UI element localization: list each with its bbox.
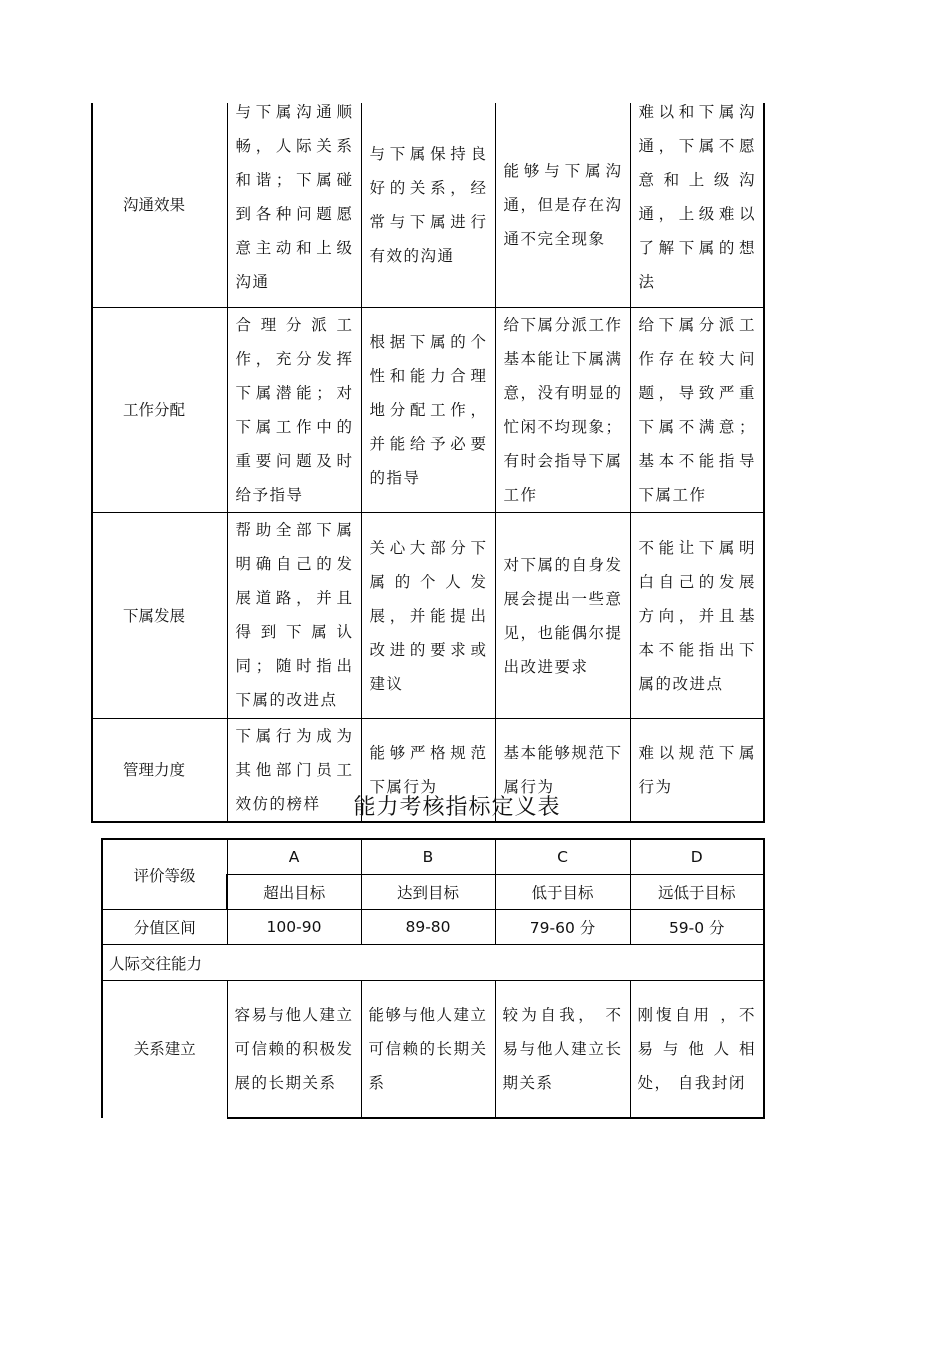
grade-c-cell: 给下属分派工作基本能让下属满意，没有明显的忙闲不均现象；有时会指导下属工作 <box>495 308 630 513</box>
ability-definition-table-continued <box>91 103 765 823</box>
grade-c-cell: 对下属的自身发展会提出一些意见，也能偶尔提出改进要求 <box>495 513 630 719</box>
row-label: 工作分配 <box>92 308 227 513</box>
grade-d-cell: 难以规范下属行为 <box>630 719 764 823</box>
target-d: 远低于目标 <box>630 875 764 910</box>
section-row <box>102 945 764 981</box>
score-c: 79-60 分 <box>495 910 630 945</box>
row-label: 下属发展 <box>92 513 227 719</box>
section-heading: 人际交往能力 <box>102 945 764 981</box>
grade-b-header: B <box>361 839 495 875</box>
row-label: 关系建立 <box>102 981 227 1118</box>
score-d: 59-0 分 <box>630 910 764 945</box>
score-b: 89-80 <box>361 910 495 945</box>
grade-b-cell: 能够与他人建立可信赖的长期关系 <box>361 981 495 1118</box>
grade-a-cell: 与下属沟通顺畅，人际关系和谐；下属碰到各种问题愿意主动和上级沟通 <box>227 95 361 300</box>
grade-b-cell: 根据下属的个性和能力合理地分配工作，并能给予必要的指导 <box>361 308 495 513</box>
grade-c-cell: 能够与下属沟通，但是存在沟通不完全现象 <box>495 103 630 308</box>
score-row <box>102 910 764 945</box>
ability-rating-table <box>101 838 765 1119</box>
grade-b-cell: 关心大部分下属的个人发展，并能提出改进的要求或建议 <box>361 513 495 719</box>
page-title: 能力考核指标定义表 <box>353 795 561 820</box>
grade-d-header: D <box>630 839 764 875</box>
grade-a-cell: 合理分派工作，充分发挥下属潜能；对下属工作中的重要问题及时给予指导 <box>227 308 361 513</box>
grade-c-cell: 较为自我， 不易与他人建立长期关系 <box>495 981 630 1118</box>
table-row <box>92 513 764 719</box>
table-row <box>92 308 764 513</box>
table-row <box>102 981 764 1118</box>
score-a: 100-90 <box>227 910 361 945</box>
target-c: 低于目标 <box>495 875 630 910</box>
row-label: 管理力度 <box>92 719 227 823</box>
target-b: 达到目标 <box>361 875 495 910</box>
grade-label: 评价等级 <box>102 839 227 910</box>
grade-a-cell: 下属行为成为其他部门员工效仿的榜样 <box>227 719 361 823</box>
grade-b-cell: 与下属保持良好的关系，经常与下属进行有效的沟通 <box>361 103 495 308</box>
target-a: 超出目标 <box>227 875 361 910</box>
grade-d-cell: 不能让下属明白自己的发展方向，并且基本不能指出下属的改进点 <box>630 513 764 719</box>
row-label: 沟通效果 <box>92 103 227 308</box>
grade-b-cell: 能够严格规范下属行为 <box>361 719 495 823</box>
grade-d-cell: 难以和下属沟通，下属不愿意和上级沟通，上级难以了解下属的想法 <box>630 95 764 300</box>
grade-header-row <box>102 839 764 875</box>
grade-a-cell: 容易与他人建立可信赖的积极发展的长期关系 <box>227 981 361 1118</box>
grade-d-cell: 给下属分派工作存在较大问题，导致严重下属不满意；基本不能指导下属工作 <box>630 308 764 513</box>
table-row <box>92 103 764 308</box>
grade-c-header: C <box>495 839 630 875</box>
grade-a-header: A <box>227 839 361 875</box>
score-label: 分值区间 <box>102 910 227 945</box>
grade-c-cell: 基本能够规范下属行为 <box>495 719 630 823</box>
grade-a-cell: 帮助全部下属明确自己的发展道路，并且得到下属认同；随时指出下属的改进点 <box>227 513 361 719</box>
grade-d-cell: 刚愎自用 ，不易与他人相处， 自我封闭 <box>630 981 764 1118</box>
